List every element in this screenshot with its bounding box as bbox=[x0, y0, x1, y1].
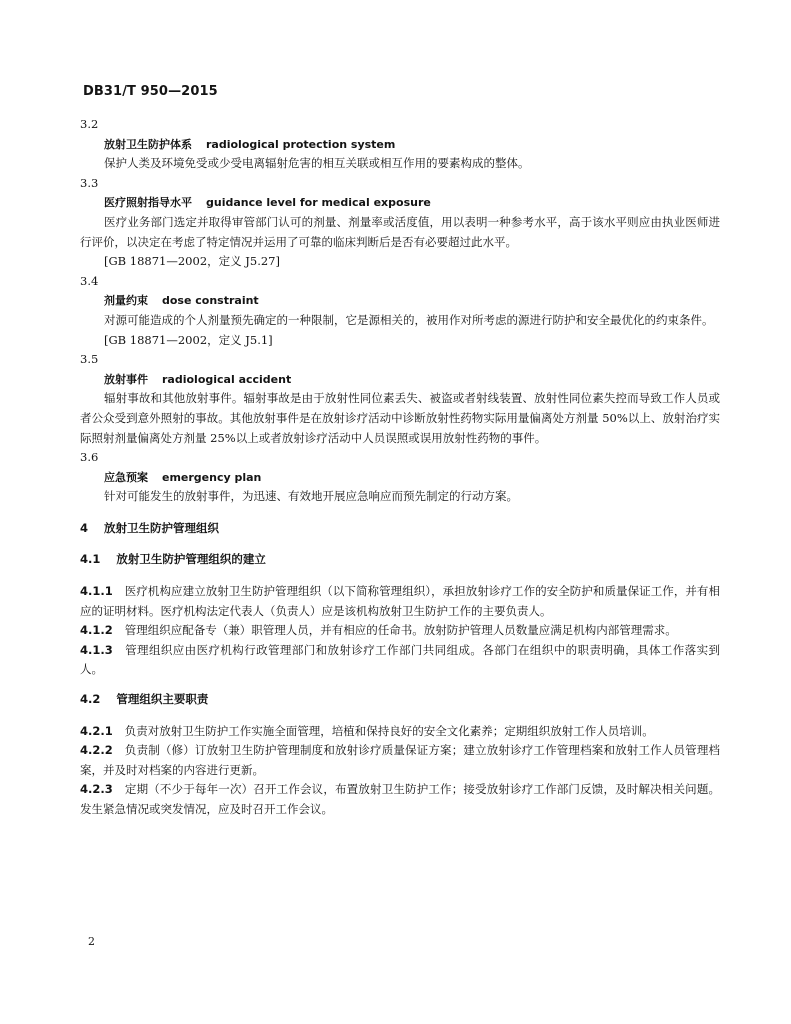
term-heading bbox=[80, 370, 720, 390]
subsection-heading bbox=[80, 690, 720, 710]
term-en: dose constraint bbox=[162, 294, 259, 308]
term-definition: 针对可能发生的放射事件，为迅速、有效地开展应急响应而预先制定的行动方案。 bbox=[104, 489, 518, 504]
subsection-number: 4.1 bbox=[80, 552, 101, 567]
term-cn: 放射卫生防护体系 bbox=[104, 137, 192, 151]
clause-text: 负责制（修）订放射卫生防护管理制度和放射诊疗质量保证方案；建立放射诊疗工作管理档案和放射工作人员管理档案，并及时对档案的内容进行更新。 bbox=[80, 743, 720, 777]
clause bbox=[80, 582, 720, 621]
page-number: 2 bbox=[88, 935, 95, 948]
clause bbox=[80, 741, 720, 780]
clause-number: 3.6 bbox=[80, 450, 99, 465]
clause-text: 负责对放射卫生防护工作实施全面管理，培植和保持良好的安全文化素养；定期组织放射工作人员培训。 bbox=[124, 723, 654, 738]
term-reference: [GB 18871—2002，定义 J5.27] bbox=[104, 254, 280, 269]
clause-number: 3.3 bbox=[80, 175, 99, 190]
term-en: emergency plan bbox=[162, 470, 262, 484]
document-id-header: DB31/T 950—2015 bbox=[83, 84, 218, 99]
clause-text: 医疗机构应建立放射卫生防护管理组织（以下简称管理组织），承担放射诊疗工作的安全防护和质量保证工作，并有相应的证明材料。医疗机构法定代表人（负责人）应是该机构放射卫生防护工作的主要负责人。 bbox=[80, 584, 720, 618]
clause-text: 管理组织应配备专（兼）职管理人员，并有相应的任命书。放射防护管理人员数量应满足机构内部管理需求。 bbox=[124, 623, 677, 638]
section-number: 4 bbox=[80, 520, 89, 535]
term-reference: [GB 18871—2002，定义 J5.1] bbox=[104, 332, 273, 347]
term-definition: 医疗业务部门选定并取得审管部门认可的剂量、剂量率或活度值，用以表明一种参考水平，高于该水平则应由执业医师进行评价，以决定在考虑了特定情况并运用了可靠的临床判断后是否有必要超过此水平。 bbox=[80, 214, 720, 249]
term-heading bbox=[80, 291, 720, 311]
clause bbox=[80, 641, 720, 680]
term-definition: 保护人类及环境免受或少受电离辐射危害的相互关联或相互作用的要素构成的整体。 bbox=[104, 156, 530, 171]
term-en: guidance level for medical exposure bbox=[206, 196, 431, 210]
clause bbox=[80, 780, 720, 819]
term-en: radiological accident bbox=[162, 372, 292, 386]
clause-number: 4.1.2 bbox=[80, 623, 113, 638]
term-cn: 剂量约束 bbox=[104, 294, 148, 308]
clause-number: 4.2.3 bbox=[80, 782, 113, 797]
term-heading bbox=[80, 468, 720, 488]
clause-number: 3.2 bbox=[80, 117, 99, 131]
clause-text: 定期（不少于每年一次）召开工作会议，布置放射卫生防护工作；接受放射诊疗工作部门反馈，及时解决相关问题。发生紧急情况或突发情况，应及时召开工作会议。 bbox=[80, 782, 720, 816]
term-heading bbox=[80, 135, 720, 155]
subsection-title: 管理组织主要职责 bbox=[116, 692, 209, 707]
section-title: 放射卫生防护管理组织 bbox=[104, 520, 220, 535]
term-en: radiological protection system bbox=[206, 137, 396, 151]
clause bbox=[80, 621, 720, 641]
clause-number: 4.2.2 bbox=[80, 743, 113, 758]
clause-number: 4.2.1 bbox=[80, 723, 113, 738]
clause-text: 管理组织应由医疗机构行政管理部门和放射诊疗工作部门共同组成。各部门在组织中的职责明确，具体工作落实到人。 bbox=[80, 642, 720, 677]
subsection-title: 放射卫生防护管理组织的建立 bbox=[116, 552, 266, 567]
clause-number: 4.1.3 bbox=[80, 642, 113, 657]
term-cn: 放射事件 bbox=[104, 372, 148, 386]
clause-number: 3.5 bbox=[80, 352, 99, 367]
subsection-heading bbox=[80, 550, 720, 570]
clause bbox=[80, 722, 720, 742]
clause-number: 4.1.1 bbox=[80, 584, 113, 599]
term-cn: 应急预案 bbox=[104, 470, 148, 484]
term-definition: 对源可能造成的个人剂量预先确定的一种限制，它是源相关的，被用作对所考虑的源进行防护和安全最优化的约束条件。 bbox=[104, 312, 714, 327]
subsection-number: 4.2 bbox=[80, 692, 101, 707]
term-definition: 辐射事故和其他放射事件。辐射事故是由于放射性同位素丢失、被盗或者射线装置、放射性同位素失控而导致工作人员或者公众受到意外照射的事故。其他放射事件是在放射诊疗活动中诊断放射性药物实际用量偏离处方剂量 50%以上、放射治疗实际照射剂量偏离处方剂量 25%以上或者放射诊疗活动中人员误照或误用放射性药物的事件。 bbox=[80, 391, 720, 445]
term-cn: 医疗照射指导水平 bbox=[104, 196, 192, 210]
clause-number: 3.4 bbox=[80, 273, 99, 288]
term-heading bbox=[80, 193, 720, 213]
section-heading bbox=[80, 519, 720, 539]
page-content bbox=[80, 115, 720, 820]
